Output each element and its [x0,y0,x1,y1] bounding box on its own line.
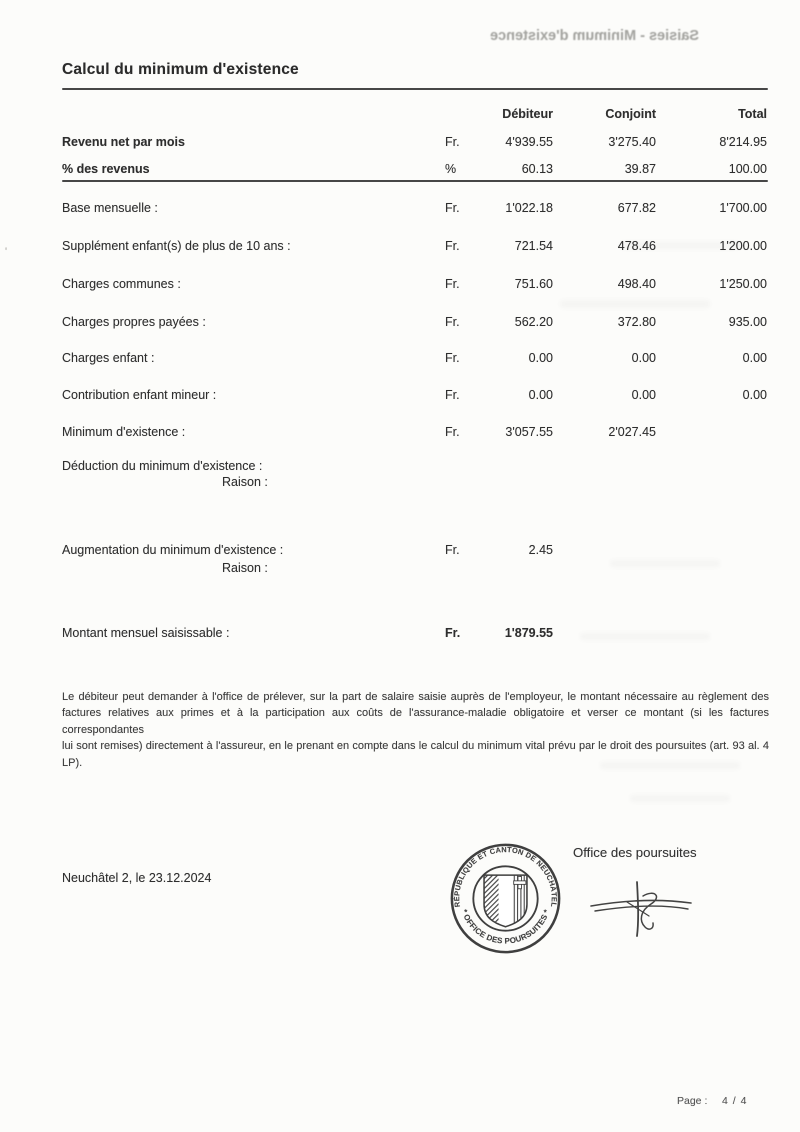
place-date-line: Neuchâtel 2, le 23.12.2024 [62,871,212,885]
row-label: Base mensuelle : [62,201,158,215]
page-footer-value: 4 / 4 [722,1095,748,1107]
row-value-total: 0.00 [742,388,767,402]
row-value-total: 1'250.00 [719,277,767,291]
scan-edge-mark: ' [5,246,8,258]
row-value-debiteur: 4'939.55 [505,135,553,149]
table-row-revenu-net [0,135,800,152]
row-value-conjoint: 39.87 [624,162,656,176]
table-row-deduction [0,459,800,476]
row-unit: Fr. [445,351,460,365]
row-value-debiteur: 0.00 [528,388,553,402]
row-value-conjoint: 372.80 [617,315,656,329]
table-row-augmentation [0,543,800,560]
row-value-conjoint: 0.00 [631,388,656,402]
row-value-debiteur: 1'022.18 [505,201,553,215]
row-value-debiteur: 2.45 [528,543,553,557]
row-unit: Fr. [445,425,460,439]
reason-label: Raison : [222,475,268,489]
row-value-conjoint: 478.46 [617,239,656,253]
official-stamp-seal [447,840,564,957]
row-unit: % [445,162,457,176]
table-row-base-mensuelle [0,201,800,218]
row-value-debiteur: 1'879.55 [504,626,553,640]
row-label: Contribution enfant mineur : [62,388,217,402]
row-label: Déduction du minimum d'existence : [62,459,263,473]
stamp-bottom-text: * OFFICE DES POURSUITES * [459,908,552,946]
row-value-conjoint: 0.00 [631,351,656,365]
table-row-montant-saisissable [0,626,800,643]
row-value-total: 1'700.00 [719,201,767,215]
footnote-line: lui sont remises) directement à l'assureur, en le prenant en compte dans le calcul du minimum vital prévu par le droit des poursuites (art. 93 al. 4 [62,740,769,753]
row-unit: Fr. [445,543,460,557]
row-unit: Fr. [445,135,460,149]
page-footer-label: Page : [677,1095,708,1107]
row-label: Charges communes : [62,277,181,291]
col-header-debiteur: Débiteur [502,107,553,121]
row-value-total: 100.00 [728,162,767,176]
row-value-debiteur: 0.00 [528,351,553,365]
row-value-total: 8'214.95 [719,135,767,149]
table-row-charges-communes [0,277,800,294]
row-value-debiteur: 562.20 [514,315,553,329]
row-unit: Fr. [445,626,461,640]
row-label: Revenu net par mois [62,135,185,149]
row-unit: Fr. [445,315,460,329]
scan-smudge [630,795,730,802]
handwritten-signature [585,876,695,944]
row-value-conjoint: 498.40 [617,277,656,291]
row-value-total: 1'200.00 [719,239,767,253]
col-header-conjoint: Conjoint [605,107,656,121]
col-header-total: Total [738,107,767,121]
augmentation-reason-row [0,561,800,578]
table-row-charges-enfant [0,351,800,368]
office-name: Office des poursuites [573,845,697,860]
row-value-conjoint: 677.82 [617,201,656,215]
row-value-debiteur: 3'057.55 [505,425,553,439]
horizontal-rule [62,88,768,90]
deduction-reason-row [0,475,800,492]
row-value-conjoint: 3'275.40 [608,135,656,149]
footnote-line: Le débiteur peut demander à l'office de prélever, sur la part de salaire saisie auprès de l'employeur, le montant nécessaire au règlement des [62,691,769,703]
row-label: Charges enfant : [62,351,155,365]
row-label: Minimum d'existence : [62,425,186,439]
row-value-conjoint: 2'027.45 [608,425,656,439]
row-unit: Fr. [445,239,460,253]
page-title: Calcul du minimum d'existence [62,61,299,78]
table-row-pct-revenus [0,162,800,179]
footnote-line: LP). [62,756,83,769]
row-label: Supplément enfant(s) de plus de 10 ans : [62,239,291,253]
row-value-debiteur: 60.13 [521,162,553,176]
row-value-total: 0.00 [742,351,767,365]
reason-label: Raison : [222,561,268,575]
table-row-contribution-enfant [0,388,800,405]
row-value-debiteur: 721.54 [514,239,553,253]
legal-footnote [62,689,769,771]
scan-smudge [560,300,710,308]
row-unit: Fr. [445,388,460,402]
row-label: % des revenus [62,162,150,176]
bleedthrough-text: Saisies - Minimum d'existence [490,28,699,44]
table-row-minimum-existence [0,425,800,442]
row-value-total: 935.00 [728,315,767,329]
row-unit: Fr. [445,277,460,291]
row-unit: Fr. [445,201,460,215]
table-row-supplement-enfant [0,239,800,256]
stamp-top-text: RÉPUBLIQUE ET CANTON DE NEUCHÂTEL [452,845,559,908]
row-label: Augmentation du minimum d'existence : [62,543,284,557]
footnote-line: factures relatives aux primes et à la participation aux coûts de l'assurance-maladie obligatoire et verser ce montant (si les factures correspondantes [62,707,769,736]
row-label: Montant mensuel saisissable : [62,626,230,640]
table-row-charges-propres [0,315,800,332]
horizontal-rule [62,180,768,182]
table-header-row [0,107,800,124]
row-label: Charges propres payées : [62,315,206,329]
row-value-debiteur: 751.60 [514,277,553,291]
